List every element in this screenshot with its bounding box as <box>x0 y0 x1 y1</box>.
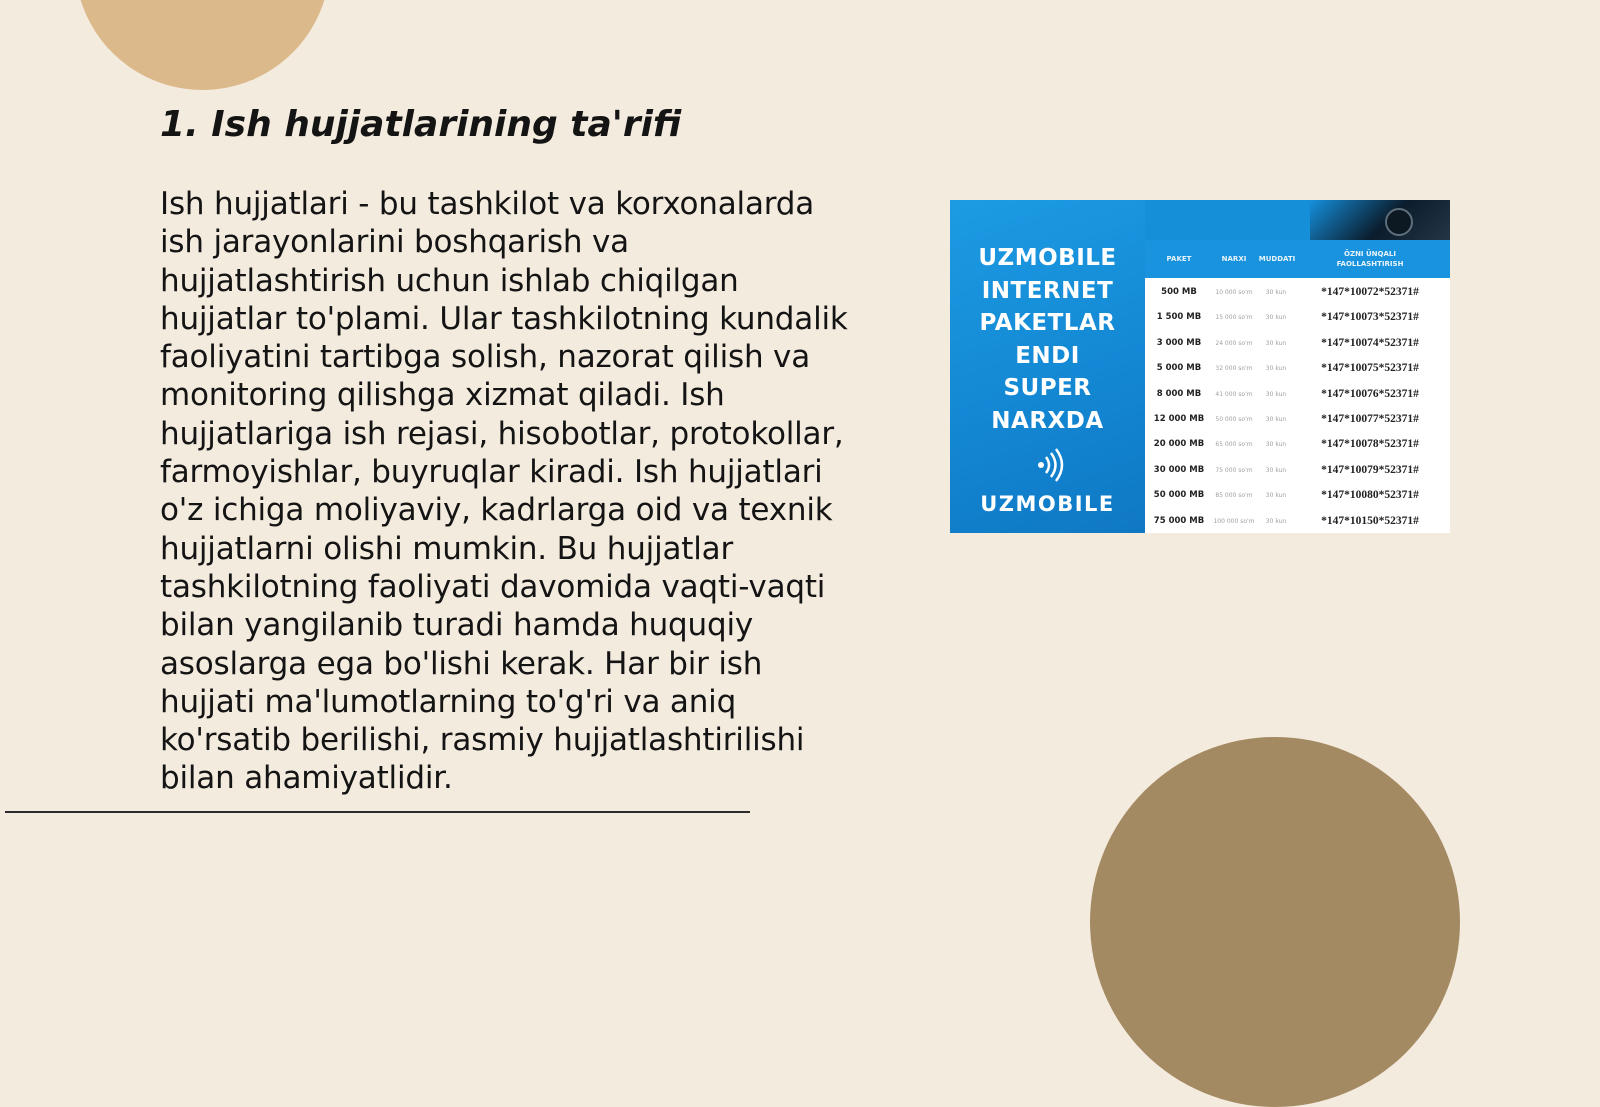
decorative-circle-top <box>75 0 330 90</box>
table-row <box>1145 382 1450 407</box>
package-duration: 30 kun <box>1265 415 1287 423</box>
activation-code: *147*10080*52371# <box>1321 489 1419 502</box>
activation-code: *147*10074*52371# <box>1321 336 1419 349</box>
package-duration: 30 kun <box>1265 289 1287 296</box>
package-price: 10 000 so'm <box>1215 289 1253 296</box>
activation-code: *147*10075*52371# <box>1321 362 1419 375</box>
ad-table-header <box>1145 240 1450 278</box>
package-size: 30 000 MB <box>1153 464 1205 475</box>
ad-headline-line: PAKETLAR <box>979 310 1116 336</box>
ad-headline-line: NARXDA <box>991 407 1104 434</box>
ad-headline-line: INTERNET <box>981 277 1114 304</box>
package-price: 65 000 so'm <box>1215 441 1253 449</box>
ad-headline <box>950 242 1145 437</box>
package-size: 50 000 MB <box>1153 490 1205 501</box>
package-size: 12 000 MB <box>1153 413 1205 424</box>
activation-code: *147*10076*52371# <box>1321 387 1419 400</box>
activation-code: *147*10072*52371# <box>1321 286 1419 298</box>
package-price: 85 000 so'm <box>1215 492 1253 500</box>
package-price: 100 000 so'm <box>1213 517 1255 525</box>
ad-phone-graphic <box>1310 200 1450 240</box>
table-row <box>1145 509 1450 533</box>
package-price: 75 000 so'm <box>1215 466 1253 474</box>
activation-code: *147*10073*52371# <box>1321 311 1419 324</box>
package-size: 8 000 MB <box>1156 388 1202 399</box>
activation-code: *147*10079*52371# <box>1321 463 1419 476</box>
package-price: 15 000 so'm <box>1215 314 1253 322</box>
package-price: 50 000 so'm <box>1215 415 1253 423</box>
package-duration: 30 kun <box>1265 466 1287 474</box>
package-price: 32 000 so'm <box>1215 365 1253 373</box>
divider-line <box>5 811 750 813</box>
table-row <box>1145 280 1450 305</box>
decorative-circle-bottom <box>1090 737 1460 1107</box>
table-row <box>1145 483 1450 508</box>
ad-table-rows <box>1145 280 1450 533</box>
package-size: 5 000 MB <box>1156 363 1202 374</box>
package-duration: 30 kun <box>1265 441 1287 449</box>
package-size: 3 000 MB <box>1156 337 1202 348</box>
ad-header-muddati: MUDDATI <box>1258 255 1296 263</box>
ad-headline-line: SUPER <box>1003 375 1092 401</box>
table-row <box>1145 305 1450 330</box>
ad-header-narxi: NARXI <box>1221 255 1247 263</box>
ad-header-paket: PAKET <box>1166 255 1192 263</box>
table-row <box>1145 356 1450 381</box>
table-row <box>1145 432 1450 457</box>
package-price: 41 000 so'm <box>1215 390 1253 398</box>
ad-header-activation: ÖZNI ÜNQALI FAOLLASHTIRISH <box>1336 250 1404 268</box>
table-row <box>1145 458 1450 483</box>
package-duration: 30 kun <box>1265 517 1287 525</box>
ad-camera-lens <box>1385 208 1413 236</box>
package-size: 75 000 MB <box>1153 515 1205 526</box>
slide-title: 1. Ish hujjatlarining ta'rifi <box>160 104 682 145</box>
package-duration: 30 kun <box>1265 390 1287 398</box>
package-size: 1 500 MB <box>1156 312 1202 323</box>
activation-code: *147*10078*52371# <box>1321 438 1419 451</box>
ad-brand-logo: UZMOBILE <box>980 492 1115 516</box>
ad-headline-line: UZMOBILE <box>978 245 1117 271</box>
activation-code: *147*10150*52371# <box>1321 514 1419 527</box>
signal-waves-icon <box>1032 447 1068 483</box>
package-size: 20 000 MB <box>1153 439 1205 450</box>
slide-body-text: Ish hujjatlari - bu tashkilot va korxonalarda ish jarayonlarini boshqarish va hujjatlashtirish uchun ishlab chiqilgan hujjatlar to'plami. Ular tashkilotning kundalik faoliyatini tartibga solish, nazorat qilish va monitoring qilishga xizmat qiladi. Ish hujjatlariga ish rejasi, hisobotlar, protokollar, farmoyishlar, buyruqlar kiradi. Ish hujjatlari o'z ichiga moliyaviy, kadrlarga oid va texnik hujjatlarni olishi mumkin. Bu hujjatlar tashkilotning faoliyati davomida vaqti-vaqti bilan yangilanib turadi hamda huquqiy asoslarga ega bo'lishi kerak. Har bir ish hujjati ma'lumotlarning to'g'ri va aniq ko'rsatib berilishi, rasmiy hujjatlashtirilishi bilan ahamiyatlidir. <box>160 186 848 797</box>
package-duration: 30 kun <box>1265 365 1287 373</box>
table-row <box>1145 331 1450 356</box>
package-duration: 30 kun <box>1265 492 1287 500</box>
table-row <box>1145 407 1450 432</box>
ad-price-table <box>1145 240 1450 533</box>
package-size: 500 MB <box>1161 287 1197 297</box>
package-duration: 30 kun <box>1265 314 1287 322</box>
uzmobile-ad-image <box>950 200 1450 533</box>
package-price: 24 000 so'm <box>1215 339 1253 347</box>
activation-code: *147*10077*52371# <box>1321 412 1419 425</box>
package-duration: 30 kun <box>1265 339 1287 347</box>
ad-headline-line: ENDI <box>1015 342 1080 369</box>
